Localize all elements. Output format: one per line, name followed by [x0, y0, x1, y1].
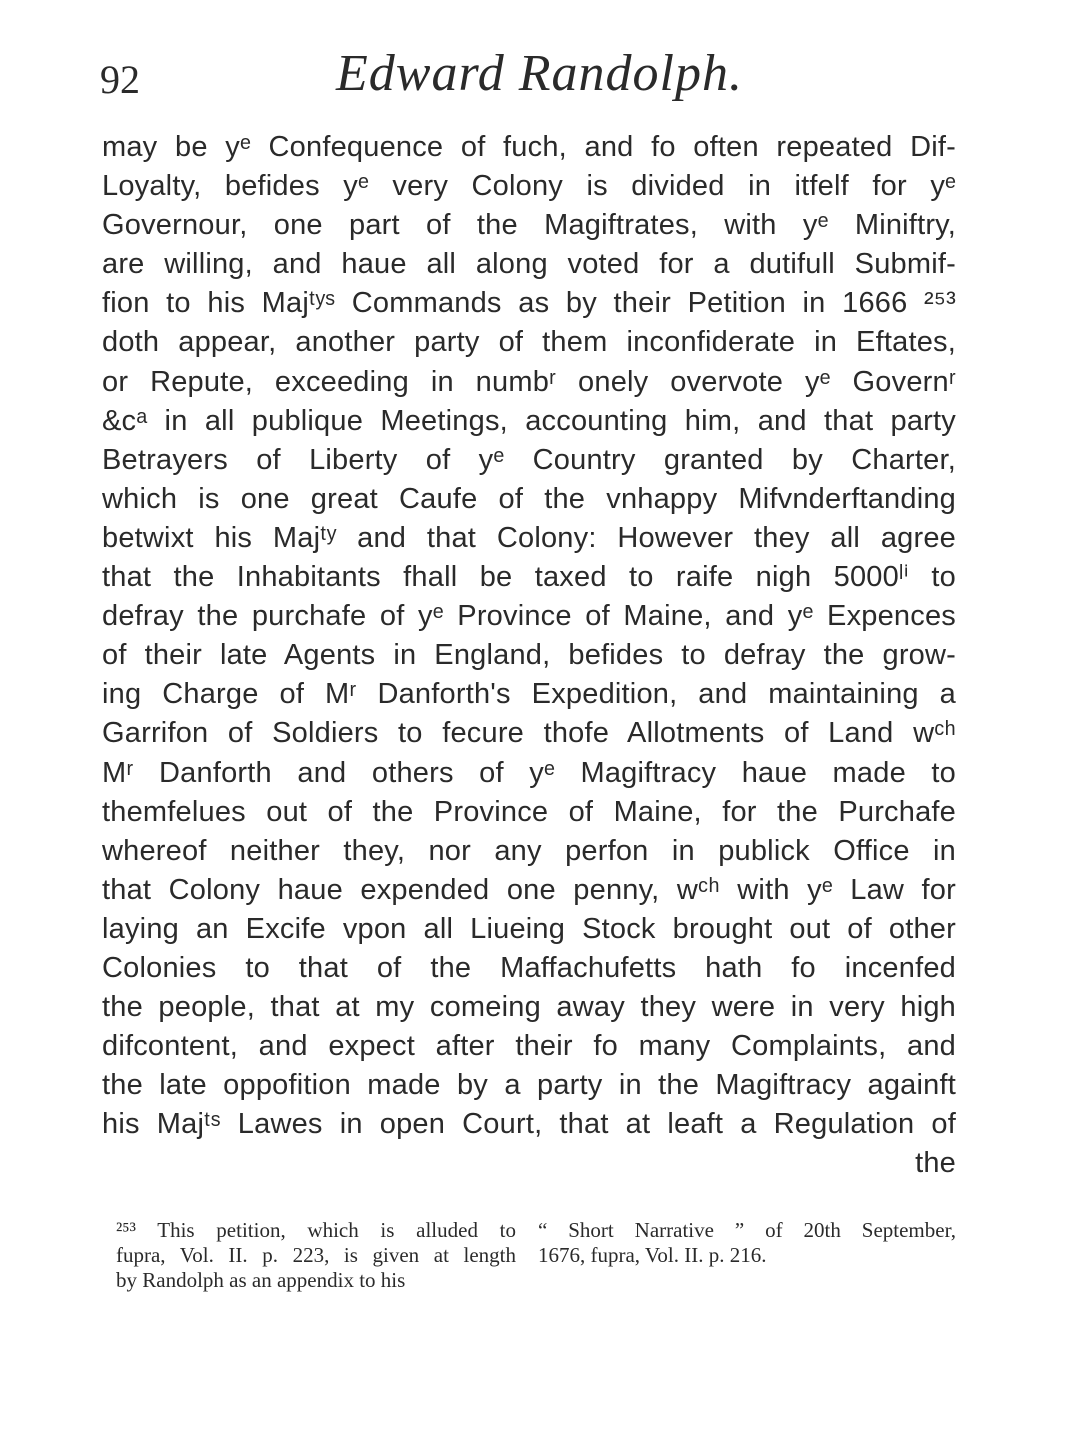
text-line: that Colony haue expended one penny, wᶜʰ with yᵉ Law for: [102, 873, 956, 906]
footnote-line: “ Short Narrative ” of 20th September,: [538, 1218, 956, 1242]
footnote-line: by Randolph as an appendix to his: [116, 1268, 406, 1292]
text-line: &cᵃ in all publique Meetings, accounting him, and that party: [102, 404, 956, 437]
footnote-line: 1676, fupra, Vol. II. p. 216.: [538, 1243, 767, 1267]
text-line: his Majᵗˢ Lawes in open Court, that at leaft a Regulation of: [102, 1108, 956, 1141]
text-line: fion to his Majᵗʸˢ Commands as by their Petition in 1666 ²⁵³: [102, 287, 956, 320]
text-line: whereof neither they, nor any perfon in publick Office in: [102, 834, 956, 867]
footnote-right-column: [538, 1218, 956, 1268]
footnote-line: ²⁵³ This petition, which is alluded to: [116, 1218, 516, 1242]
text-line: doth appear, another party of them inconfiderate in Eftates,: [102, 326, 956, 359]
text-line: the: [915, 1147, 956, 1180]
footnote-line: fupra, Vol. II. p. 223, is given at length: [116, 1243, 516, 1267]
text-line: which is one great Caufe of the vnhappy Mifvnderftanding: [102, 482, 956, 515]
text-line: Betrayers of Liberty of yᵉ Country granted by Charter,: [102, 443, 956, 476]
text-line: Governour, one part of the Magiftrates, with yᵉ Miniftry,: [102, 209, 956, 242]
text-line: or Repute, exceeding in numbʳ onely overvote yᵉ Governʳ: [102, 365, 956, 398]
text-line: Colonies to that of the Maffachufetts hath fo incenfed: [102, 951, 956, 984]
text-line: ing Charge of Mʳ Danforth's Expedition, and maintaining a: [102, 678, 956, 711]
running-head: [100, 44, 960, 114]
text-line: may be yᵉ Confequence of fuch, and fo often repeated Dif-: [102, 131, 956, 163]
text-line: defray the purchafe of yᵉ Province of Maine, and yᵉ Expences: [102, 600, 956, 633]
text-line: that the Inhabitants fhall be taxed to raife nigh 5000ˡⁱ to: [102, 561, 956, 594]
text-line: difcontent, and expect after their fo many Complaints, and: [102, 1030, 956, 1063]
text-line: laying an Excife vpon all Liueing Stock brought out of other: [102, 912, 956, 945]
text-line: of their late Agents in England, befides to defray the grow-: [102, 639, 956, 672]
text-line: themfelues out of the Province of Maine, for the Purchafe: [102, 795, 956, 828]
text-line: are willing, and haue all along voted for a dutifull Submif-: [102, 248, 956, 281]
body-text: [102, 128, 956, 1184]
text-line: Loyalty, befides yᵉ very Colony is divided in itfelf for yᵉ: [102, 170, 956, 203]
text-line: Mʳ Danforth and others of yᵉ Magiftracy haue made to: [102, 756, 956, 789]
text-line: betwixt his Majᵗʸ and that Colony: However they all agree: [102, 521, 956, 554]
footnote-left-column: [116, 1218, 516, 1293]
page-number: 92: [100, 57, 140, 102]
text-line: the people, that at my comeing away they were in very high: [102, 991, 956, 1024]
running-title: Edward Randolph.: [336, 45, 743, 102]
text-line: Garrifon of Soldiers to fecure thofe Allotments of Land wᶜʰ: [102, 717, 956, 750]
footnotes: [116, 1218, 956, 1298]
text-line: the late oppofition made by a party in the Magiftracy againft: [102, 1069, 956, 1102]
